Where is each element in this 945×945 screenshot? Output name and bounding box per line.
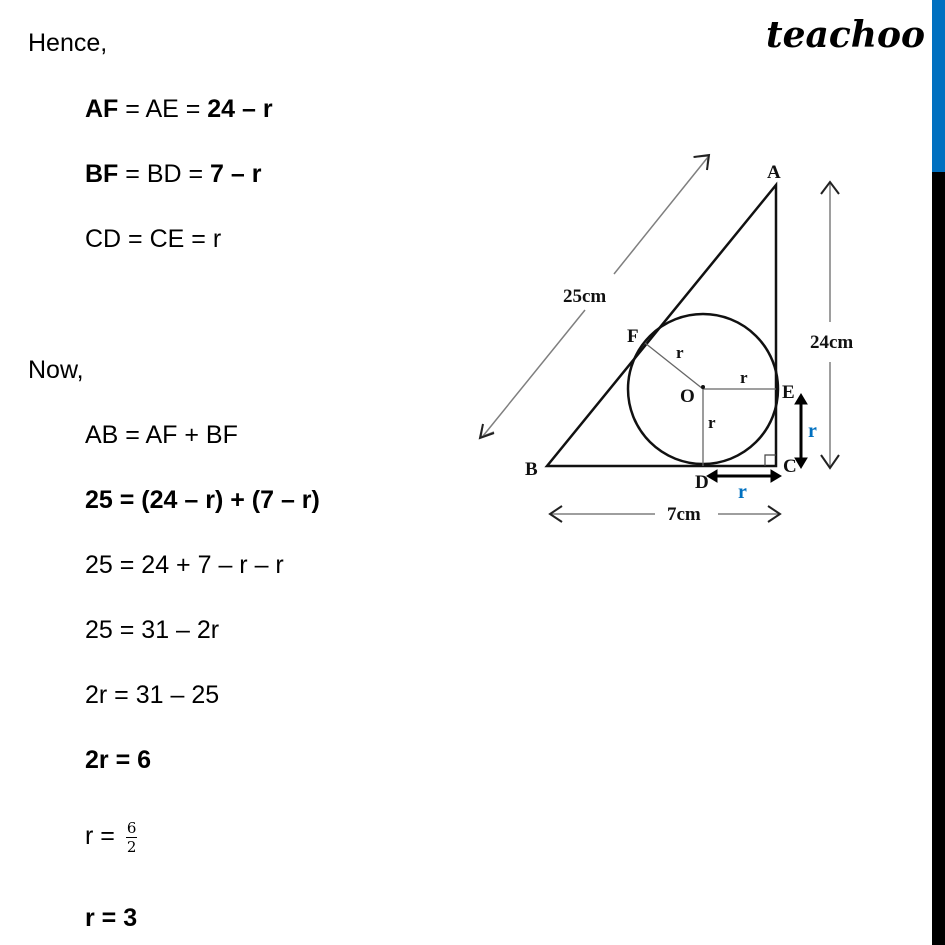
right-angle-marker bbox=[765, 455, 776, 466]
af-label: AF bbox=[85, 95, 119, 123]
now-heading: Now, bbox=[28, 356, 84, 384]
center-label-o: O bbox=[680, 386, 695, 407]
vertex-label-e: E bbox=[782, 382, 795, 403]
ce-r-label: r bbox=[808, 420, 817, 442]
fraction-numerator: 6 bbox=[126, 819, 137, 837]
vertex-label-d: D bbox=[695, 472, 709, 493]
base-length-label: 7cm bbox=[667, 504, 701, 525]
af-mid: = AE = bbox=[118, 95, 208, 123]
vertex-label-c: C bbox=[783, 456, 797, 477]
step-equation-5: 2r = 6 bbox=[85, 746, 152, 774]
step-equation-1: 25 = (24 – r) + (7 – r) bbox=[85, 486, 320, 514]
step-equation-3: 25 = 31 – 2r bbox=[85, 616, 220, 644]
bf-value: 7 – r bbox=[210, 160, 262, 188]
radius-label-oe: r bbox=[740, 368, 748, 387]
fraction-denominator: 2 bbox=[126, 838, 137, 856]
fraction-lhs: r = bbox=[85, 822, 122, 851]
vertex-label-a: A bbox=[767, 162, 781, 183]
radius-label-of: r bbox=[676, 343, 684, 362]
hypotenuse-length-label: 25cm bbox=[563, 286, 607, 307]
height-length-label: 24cm bbox=[810, 332, 854, 353]
radii bbox=[645, 343, 776, 466]
step-equation-4: 2r = 31 – 25 bbox=[85, 681, 220, 709]
radius-label-od: r bbox=[708, 413, 716, 432]
teachoo-logo: teachoo bbox=[766, 14, 925, 56]
final-result: r = 3 bbox=[85, 904, 138, 932]
cd-equation: CD = CE = r bbox=[85, 225, 222, 253]
ce-length-arrow bbox=[795, 394, 807, 468]
af-value: 24 – r bbox=[207, 95, 273, 123]
vertex-label-f: F bbox=[627, 326, 639, 347]
hence-heading: Hence, bbox=[28, 29, 108, 57]
vertex-label-b: B bbox=[525, 459, 538, 480]
center-point bbox=[701, 385, 705, 389]
cd-r-label: r bbox=[738, 481, 747, 503]
bf-label: BF bbox=[85, 160, 119, 188]
step-equation-2: 25 = 24 + 7 – r – r bbox=[85, 551, 284, 579]
bf-mid: = BD = bbox=[118, 160, 211, 188]
ab-equation: AB = AF + BF bbox=[85, 421, 238, 449]
